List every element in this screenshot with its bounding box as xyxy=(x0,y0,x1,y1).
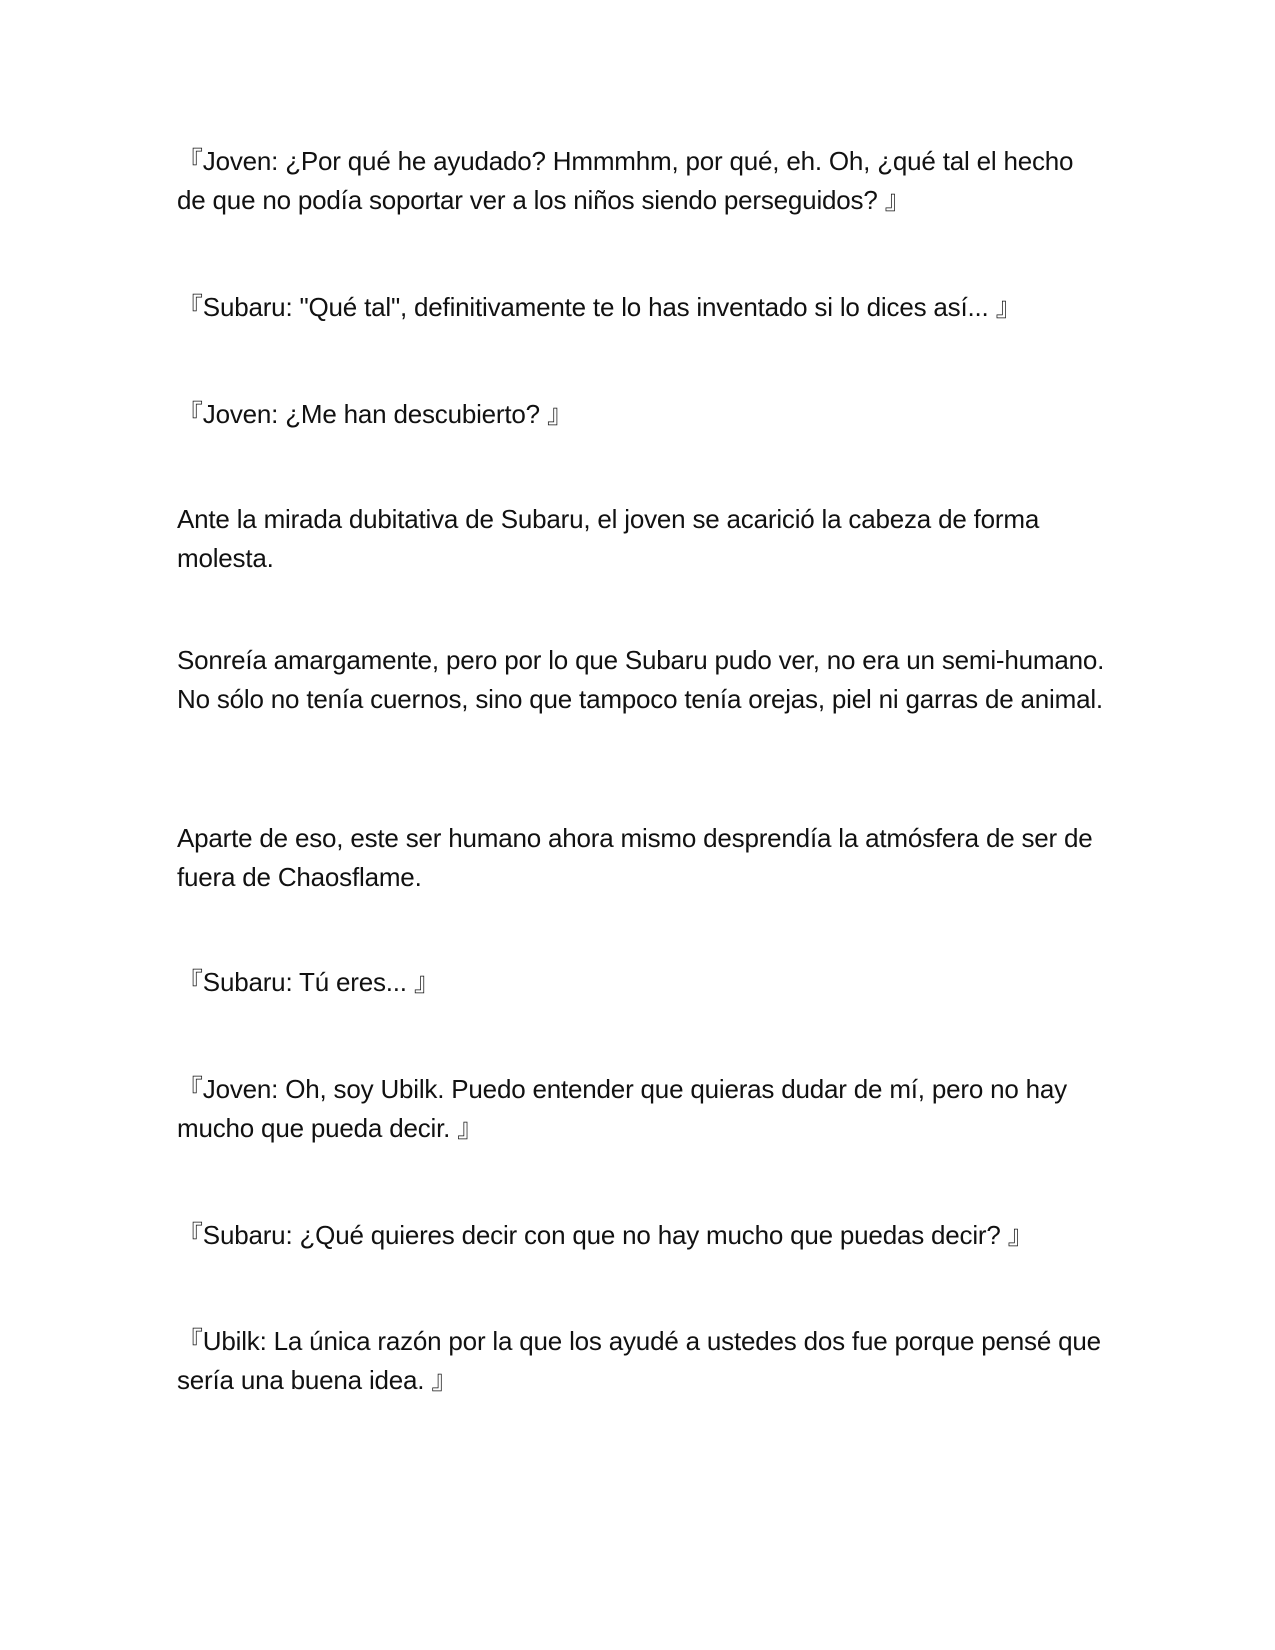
dialogue-paragraph: 『Joven: ¿Me han descubierto? 』 xyxy=(177,399,573,429)
dialogue-paragraph: 『Subaru: ¿Qué quieres decir con que no hay mucho que puedas decir? 』 xyxy=(177,1220,1034,1250)
dialogue-paragraph: 『Subaru: Tú eres... 』 xyxy=(177,967,440,997)
narration-paragraph: Aparte de eso, este ser humano ahora mismo desprendía la atmósfera de ser de fuera de Chaosflame. xyxy=(177,823,1093,892)
dialogue-paragraph: 『Ubilk: La única razón por la que los ayudé a ustedes dos fue porque pensé que sería una buena idea. 』 xyxy=(177,1326,1101,1395)
narration-paragraph: Ante la mirada dubitativa de Subaru, el joven se acarició la cabeza de forma molesta. xyxy=(177,504,1040,573)
dialogue-paragraph: 『Joven: Oh, soy Ubilk. Puedo entender que quieras dudar de mí, pero no hay mucho que pueda decir. 』 xyxy=(177,1074,1067,1143)
dialogue-paragraph: 『Joven: ¿Por qué he ayudado? Hmmmhm, por qué, eh. Oh, ¿qué tal el hecho de que no podía soportar ver a los niños siendo perseguidos? 』 xyxy=(177,146,1074,215)
narration-paragraph: Sonreía amargamente, pero por lo que Subaru pudo ver, no era un semi-humano. No sólo no tenía cuernos, sino que tampoco tenía orejas, piel ni garras de animal. xyxy=(177,645,1105,714)
dialogue-paragraph: 『Subaru: "Qué tal", definitivamente te lo has inventado si lo dices así... 』 xyxy=(177,292,1022,322)
